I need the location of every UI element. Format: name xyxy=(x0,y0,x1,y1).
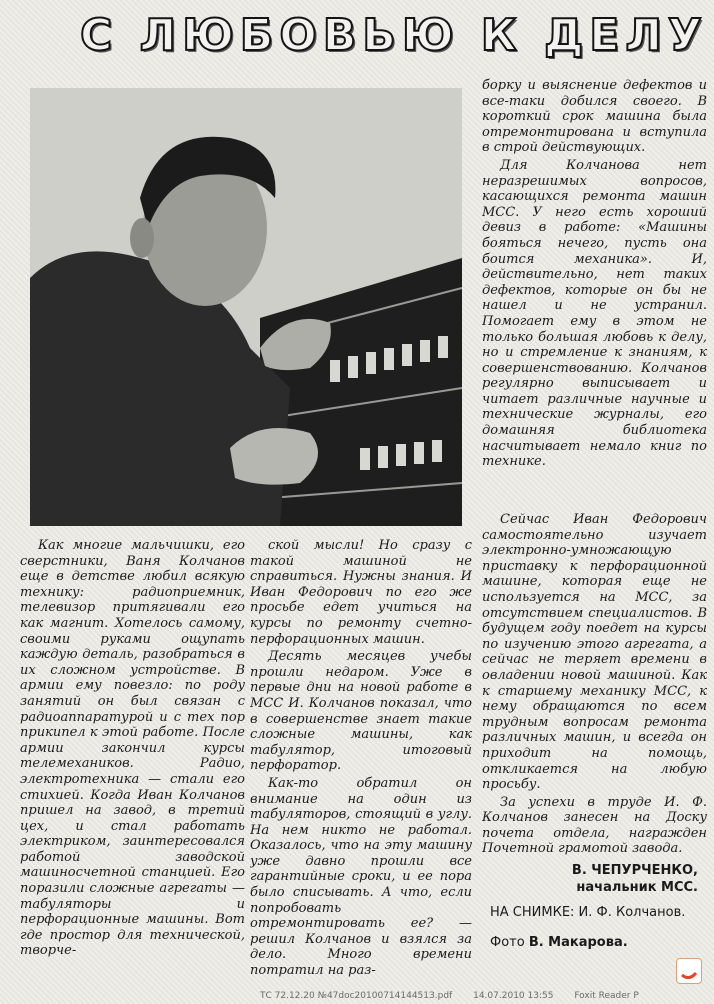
author-title: начальник МСС. xyxy=(576,880,698,895)
article-photo xyxy=(30,88,462,526)
photo-caption xyxy=(490,904,710,952)
photo-credit xyxy=(490,934,710,952)
paragraph: ской мысли! Но сразу с такой машиной не справиться. Нужны знания. И Иван Федорович по его же просьбе едет учиться на курсы по ремонту счетно-перфорационных машин. xyxy=(250,538,472,647)
status-timestamp: 14.07.2010 13:55 xyxy=(473,991,554,1001)
paragraph: За успехи в труде И. Ф. Колчанов занесен на Доску почета отдела, награжден Почетной грамотой завода. xyxy=(482,794,707,857)
status-filename: ТС 72.12.20 №47doc2010071414451З.pdf xyxy=(260,991,453,1001)
pdf-status-bar xyxy=(260,988,714,1004)
caption-text: НА СНИМКЕ: И. Ф. Колчанов. xyxy=(490,905,686,920)
author-signature xyxy=(488,862,698,896)
paragraph: Как-то обратил он внимание на один из табуляторов, стоящий в углу. На нем никто не работал. Оказалось, что на эту машину уже давно прошли все гарантийные сроки, и ее пора было списывать. А что, если попробовать отремонтировать ее? — решил Колчанов и взялся за дело. Много времени потратил на раз- xyxy=(250,775,472,979)
article-column-2 xyxy=(250,538,472,1004)
paragraph: борку и выяснение дефектов и все-таки добился своего. В короткий срок машина была отремонтирована и вступила в строй действующих. xyxy=(482,78,707,156)
headline: С ЛЮБОВЬЮ К ДЕЛУ xyxy=(80,10,708,61)
paragraph: Сейчас Иван Федорович самостоятельно изучает электронно-умножающую приставку к перфорационной машине, которая еще не используется на МСС, за отсутствием специалистов. В будущем году поедет на курсы по изучению этого агрегата, а сейчас не теряет времени в овладении новой машиной. Как к старшему механику МСС, к нему обращаются по всем трудным вопросам ремонта различных машин, и всегда он приходит на помощь, откликается на любую просьбу. xyxy=(482,512,707,793)
article-column-3 xyxy=(482,78,707,514)
paragraph: Как многие мальчишки, его сверстники, Ваня Колчанов еще в детстве любил всякую технику: радиоприемник, телевизор притягивали его как магнит. Хотелось самому, своими руками ощупать каждую деталь, разобраться в их сложном устройстве. В армии ему повезло: по роду занятий он был связан с радиоаппаратурой и с тех пор прикипел к этой работе. После армии закончил курсы телемехаников. Радио, электротехника — стали его стихией. Когда Иван Колчанов пришел на завод, в третий цех, и стал работать электриком, заинтересовался работой заводской машиносчетной станцией. Его поразили сложные агрегаты — табуляторы и перфорационные машины. Вот где простор для технической, творче- xyxy=(20,538,245,959)
foxit-app-icon[interactable] xyxy=(676,958,702,984)
status-app-name: Foxit Reader P xyxy=(574,991,639,1001)
credit-label: Фото xyxy=(490,935,525,950)
man-ear xyxy=(130,218,154,258)
credit-name: В. Макарова. xyxy=(528,935,628,950)
author-name: В. ЧЕПУРЧЕНКО, xyxy=(571,863,698,878)
paragraph: Для Колчанова нет неразрешимых вопросов, касающихся ремонта машин МСС. У него есть хороший девиз в работе: «Машины бояться нечего, пусть она боится механика». И, действительно, нет таких дефектов, которые он бы не нашел и не устранил. Помогает ему в этом не только большая любовь к делу, но и стремление к знаниям, к совершенствованию. Колчанов регулярно выписывает и читает различные научные и технические журналы, его домашняя библиотека насчитывает немало книг по технике. xyxy=(482,157,707,470)
photo-illustration xyxy=(30,88,462,526)
article-column-3-lower xyxy=(482,512,707,862)
paragraph: Десять месяцев учебы прошли недаром. Уже в первые дни на новой работе в МСС И. Колчанов показал, что в совершенстве знает такие сложные машины, как табулятор, итоговый перфоратор. xyxy=(250,649,472,774)
article-column-1 xyxy=(20,538,245,1004)
